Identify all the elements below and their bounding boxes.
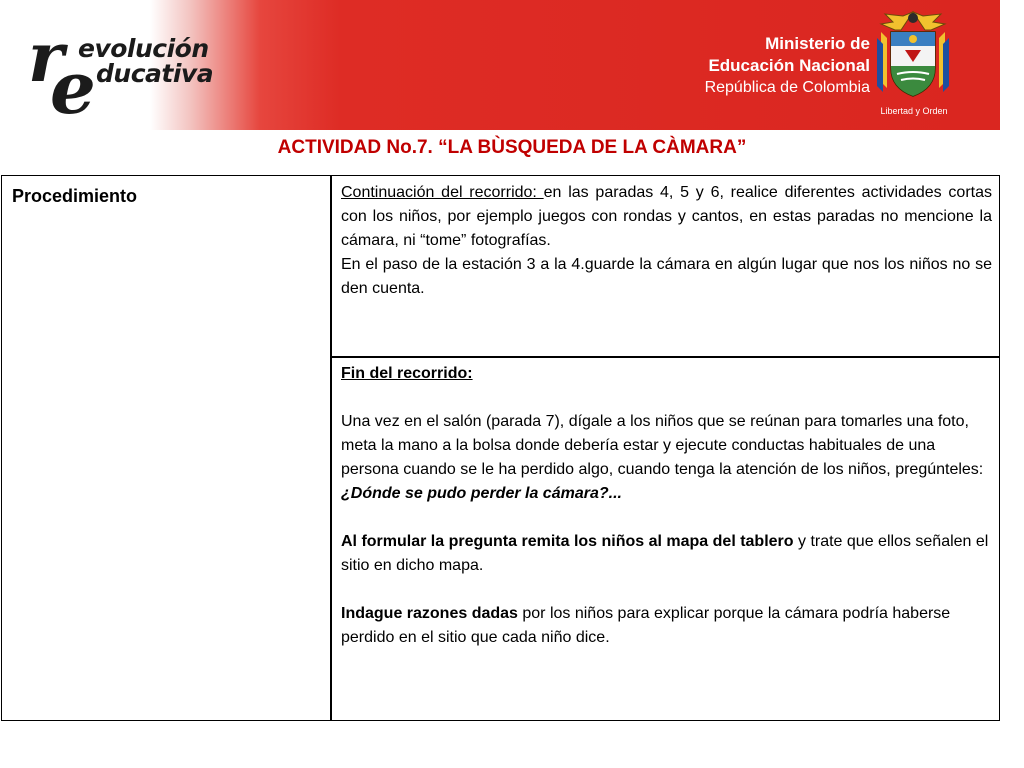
logo-word-educativa: ducativa [96, 59, 214, 88]
end-paragraph-3 [341, 602, 992, 650]
continuation-text: en las paradas 4, 5 y 6, realice diferentes actividades cortas con los niños, por ejemplo juegos con rondas y cantos, en estas paradas no mencione la cámara, ni “tome” fotografías. [341, 184, 992, 249]
logo-initial-e: e [50, 45, 96, 130]
continuation-text-2: En el paso de la estación 3 a la 4.guarde la cámara en algún lugar que nos los niños no se den cuenta. [341, 256, 992, 297]
row-divider [330, 356, 1000, 358]
ministry-line-2: Educación Nacional [708, 56, 870, 75]
logo-word-revolucion: evolución [78, 34, 209, 63]
end-paragraph-1: Una vez en el salón (parada 7), dígale a los niños que se reúnan para tomarles una foto, meta la mano a la bolsa donde debería estar y ejecute conductas habituales de una persona cuando se le ha perdido algo, cuando tenga la atención de los niños, pregúnteles: [341, 413, 984, 478]
end-paragraph-2-rest: y trate que ellos señalen el sitio en dicho mapa. [341, 533, 989, 574]
coat-of-arms-icon [873, 8, 953, 100]
page-title: ACTIVIDAD No.7. “LA BÙSQUEDA DE LA CÀMARA” [277, 137, 747, 158]
end-paragraph-2-bold: Al formular la pregunta remita los niños al mapa del tablero [341, 533, 794, 550]
end-paragraph-3-bold: Indague razones dadas [341, 605, 518, 622]
ministry-line-1: Ministerio de [765, 34, 870, 53]
logo-initial-r: r [28, 18, 64, 98]
procedure-label: Procedimiento [12, 186, 138, 206]
spacer [341, 506, 992, 530]
continuation-cell [341, 181, 992, 301]
end-paragraph-3-rest: por los niños para explicar porque la cámara podría haberse perdido en el sitio que cada niño dice. [341, 605, 951, 646]
procedure-table [1, 175, 1000, 721]
end-of-route-cell [341, 362, 992, 650]
end-paragraph-2 [341, 530, 992, 578]
spacer [341, 386, 992, 410]
end-question: ¿Dónde se pudo perder la cámara?... [341, 485, 622, 502]
ministry-name [690, 33, 870, 99]
spacer [341, 578, 992, 602]
ministry-line-3: República de Colombia [704, 79, 870, 96]
revolucion-educativa-logo [28, 18, 243, 130]
coat-motto: Libertad y Orden [880, 106, 948, 116]
continuation-heading: Continuación del recorrido: [341, 184, 544, 201]
column-divider [330, 176, 332, 720]
banner-right-margin [1000, 0, 1024, 130]
end-heading: Fin del recorrido: [341, 365, 473, 382]
